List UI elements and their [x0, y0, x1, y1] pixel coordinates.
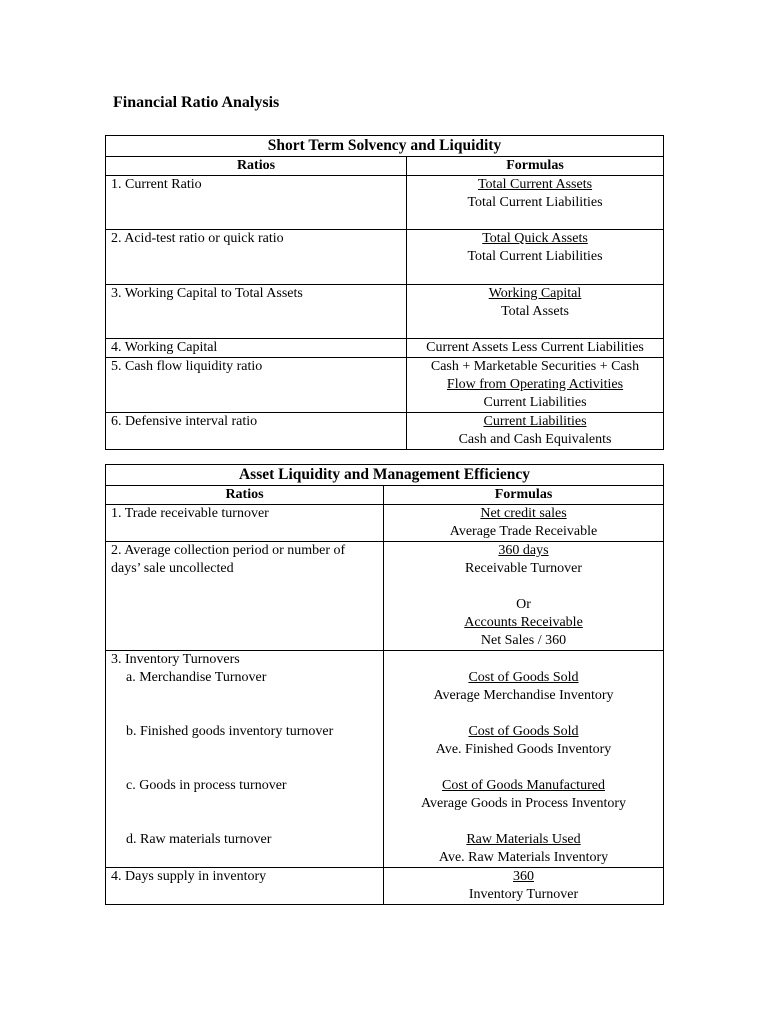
- formula-numerator: Net credit sales: [480, 506, 567, 521]
- ratio-name: 2. Acid-test ratio or quick ratio: [106, 230, 407, 285]
- formula-spacer: [389, 705, 658, 723]
- formula-numerator: Total Quick Assets: [482, 231, 588, 246]
- formula-spacer: [389, 759, 658, 777]
- formula-numerator: Total Current Assets: [477, 177, 593, 192]
- formula-spacer: [111, 705, 378, 723]
- ratio-name: 6. Defensive interval ratio: [106, 413, 407, 450]
- formula-spacer: [111, 759, 378, 777]
- formula-numerator: Accounts Receivable: [464, 615, 583, 630]
- column-header-formulas: Formulas: [407, 157, 664, 176]
- formula-denominator: Average Trade Receivable: [449, 524, 598, 539]
- table-row: [106, 176, 664, 230]
- formula-denominator: Cash and Cash Equivalents: [458, 432, 612, 447]
- formula-denominator: Receivable Turnover: [464, 561, 583, 576]
- formula-cell: [407, 176, 664, 230]
- ratio-name: 4. Days supply in inventory: [106, 868, 384, 905]
- formula-spacer: [389, 651, 658, 669]
- formula-spacer: [111, 795, 378, 813]
- ratio-name: [106, 542, 384, 651]
- formula-numerator: Raw Materials Used: [466, 832, 581, 847]
- table-row: [106, 505, 664, 542]
- formula-cell: [407, 358, 664, 413]
- ratio-name: [106, 651, 384, 868]
- formula-denominator: Average Goods in Process Inventory: [420, 796, 627, 811]
- formula-numerator: Flow from Operating Activities: [446, 377, 624, 392]
- table-row: [106, 868, 664, 905]
- formula-cell: [384, 505, 664, 542]
- column-header-ratios: Ratios: [106, 486, 384, 505]
- formula-denominator: Ave. Finished Goods Inventory: [435, 742, 612, 757]
- sub-ratio-label: b. Finished goods inventory turnover: [126, 724, 334, 739]
- table-title: Short Term Solvency and Liquidity: [106, 136, 664, 157]
- short-term-solvency-table: [105, 135, 664, 450]
- formula-spacer: [389, 578, 658, 596]
- formula-prefix: Cash + Marketable Securities + Cash: [430, 359, 640, 374]
- table-row: [106, 542, 664, 651]
- ratio-name: 5. Cash flow liquidity ratio: [106, 358, 407, 413]
- formula-spacer: [111, 741, 378, 759]
- formula-numerator: Cost of Goods Sold: [468, 724, 579, 739]
- formula-denominator: Current Liabilities: [483, 395, 587, 410]
- formula-cell: [384, 868, 664, 905]
- formula-cell: [384, 542, 664, 651]
- column-header-formulas: Formulas: [384, 486, 664, 505]
- formula-cell: [384, 651, 664, 868]
- ratio-name: 1. Trade receivable turnover: [106, 505, 384, 542]
- formula-denominator: Inventory Turnover: [468, 887, 579, 902]
- formula-denominator: Total Current Liabilities: [467, 249, 603, 264]
- formula-spacer: [111, 687, 378, 705]
- sub-ratio-label: c. Goods in process turnover: [126, 778, 287, 793]
- formula-spacer: [389, 813, 658, 831]
- ratio-name: 1. Current Ratio: [106, 176, 407, 230]
- formula-cell: [407, 230, 664, 285]
- formula-denominator: Total Current Liabilities: [467, 195, 603, 210]
- ratio-name: 4. Working Capital: [106, 339, 407, 358]
- document-title: Financial Ratio Analysis: [113, 94, 280, 111]
- table-row: [106, 651, 664, 868]
- table-title: Asset Liquidity and Management Efficiency: [106, 465, 664, 486]
- formula-denominator: Total Assets: [501, 304, 569, 319]
- formula-cell: Current Assets Less Current Liabilities: [407, 339, 664, 358]
- sub-ratio-label: d. Raw materials turnover: [126, 832, 272, 847]
- formula-or: Or: [516, 597, 531, 612]
- ratio-name-line: days’ sale uncollected: [111, 561, 234, 576]
- ratio-name: 3. Working Capital to Total Assets: [106, 285, 407, 339]
- table-row: [106, 230, 664, 285]
- formula-denominator: Average Merchandise Inventory: [433, 688, 614, 703]
- formula-numerator: 360 days: [498, 543, 549, 558]
- column-header-ratios: Ratios: [106, 157, 407, 176]
- formula-denominator: Ave. Raw Materials Inventory: [438, 850, 609, 865]
- formula-numerator: Working Capital: [488, 286, 582, 301]
- formula-spacer: [111, 813, 378, 831]
- formula-denominator: Net Sales / 360: [480, 633, 567, 648]
- formula-numerator: Current Liabilities: [483, 414, 587, 429]
- formula-numerator: 360: [513, 869, 534, 884]
- formula-spacer: [111, 849, 378, 867]
- formula-numerator: Cost of Goods Manufactured: [442, 778, 605, 793]
- table-row: [106, 413, 664, 450]
- formula-cell: [407, 285, 664, 339]
- ratio-name-line: 2. Average collection period or number of: [111, 543, 346, 558]
- table-row: [106, 339, 664, 358]
- formula-cell: [407, 413, 664, 450]
- asset-liquidity-table: [105, 464, 664, 905]
- ratio-name-line: 3. Inventory Turnovers: [111, 652, 240, 667]
- sub-ratio-label: a. Merchandise Turnover: [126, 670, 267, 685]
- table-row: [106, 358, 664, 413]
- formula-numerator: Cost of Goods Sold: [468, 670, 579, 685]
- table-row: [106, 285, 664, 339]
